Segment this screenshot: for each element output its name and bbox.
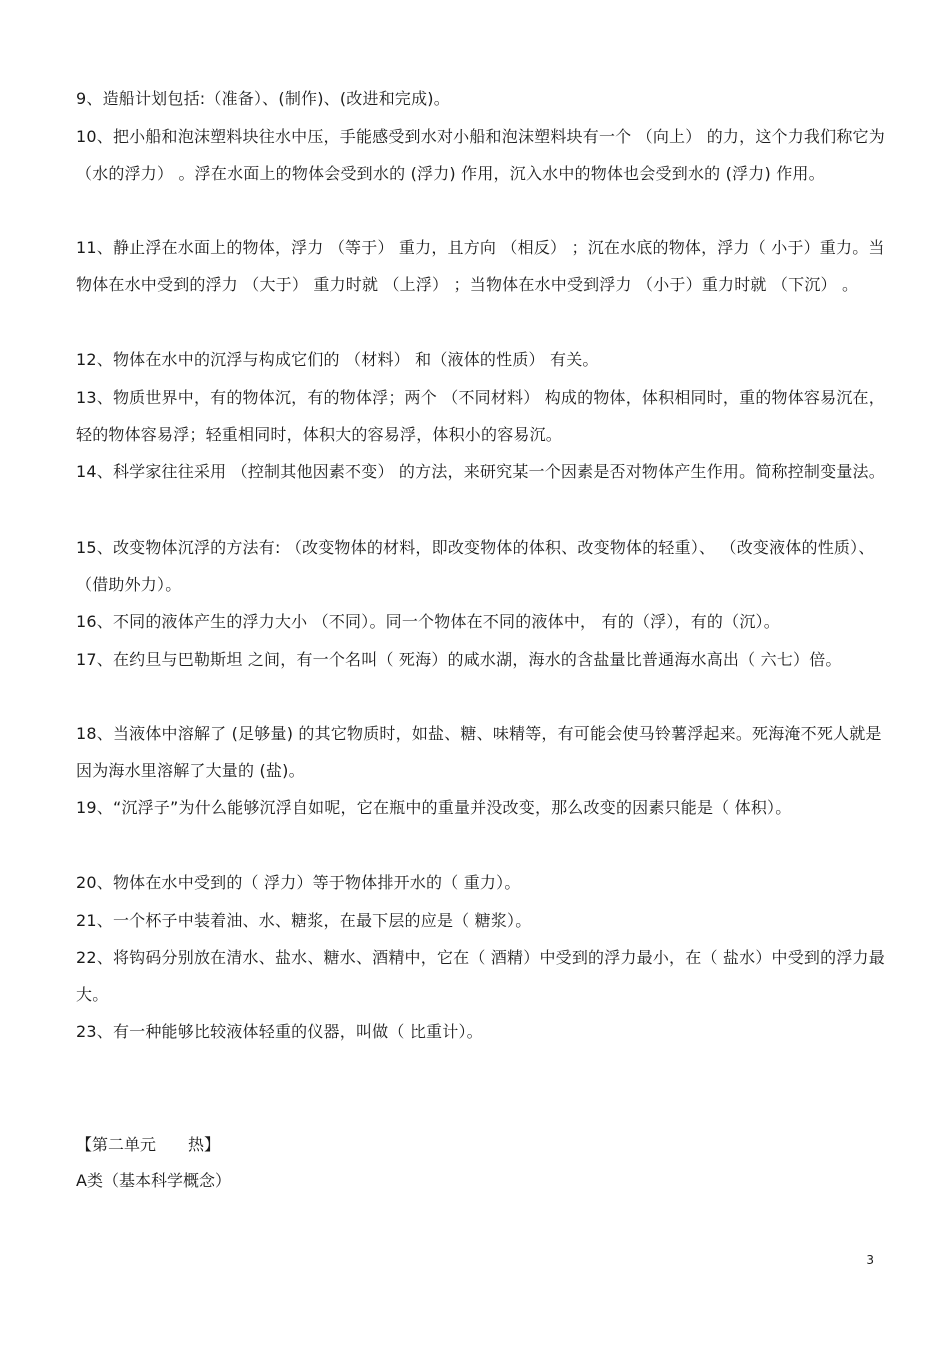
question-19: 19、“沉浮子”为什么能够沉浮自如呢，它在瓶中的重量并没改变，那么改变的因素只能是（ 体积）。	[76, 798, 792, 817]
question-17: 17、在约旦与巴勒斯坦 之间，有一个名叫（ 死海）的咸水湖，海水的含盐量比普通海水高出（ 六七）倍。	[76, 650, 842, 669]
question-14: 14、科学家往往采用 （控制其他因素不变） 的方法，来研究某一个因素是否对物体产生作用。简称控制变量法。	[76, 462, 885, 481]
question-18: 18、当液体中溶解了 (足够量) 的其它物质时，如盐、糖、味精等，有可能会使马铃薯浮起来。死海淹不死人就是因为海水里溶解了大量的 (盐)。	[76, 724, 882, 780]
question-11: 11、静止浮在水面上的物体，浮力 （等于） 重力，且方向 （相反） ；沉在水底的物体，浮力（ 小于）重力。当物体在水中受到的浮力 （大于） 重力时就 （上浮） ；当物体在水中受到浮力 （小于）重力时就 （下沉） 。	[76, 238, 885, 294]
question-15: 15、改变物体沉浮的方法有: （改变物体的材料，即改变物体的体积、改变物体的轻重）、 （改变液体的性质）、（借助外力）。	[76, 538, 875, 594]
question-22: 22、将钩码分别放在清水、盐水、糖水、酒精中，它在（ 酒精）中受到的浮力最小，在（ 盐水）中受到的浮力最大。	[76, 948, 885, 1004]
question-21: 21、一个杯子中装着油、水、糖浆，在最下层的应是（ 糖浆）。	[76, 911, 532, 930]
question-10: 10、把小船和泡沫塑料块往水中压，手能感受到水对小船和泡沫塑料块有一个 （向上） 的力，这个力我们称它为 （水的浮力） 。浮在水面上的物体会受到水的 (浮力) 作用，沉入水中的物体也会受到水的 (浮力) 作用。	[76, 127, 885, 183]
question-20: 20、物体在水中受到的（ 浮力）等于物体排开水的（ 重力）。	[76, 873, 521, 892]
page-number: 3	[866, 1253, 874, 1267]
question-23: 23、有一种能够比较液体轻重的仪器，叫做（ 比重计）。	[76, 1022, 483, 1041]
category-heading: A类（基本科学概念）	[76, 1171, 231, 1190]
question-16: 16、不同的液体产生的浮力大小 （不同）。同一个物体在不同的液体中， 有的（浮），有的（沉）。	[76, 612, 780, 631]
unit-heading: 【第二单元 热】	[76, 1135, 221, 1154]
question-12: 12、物体在水中的沉浮与构成它们的 （材料） 和（液体的性质） 有关。	[76, 350, 599, 369]
question-13: 13、物质世界中，有的物体沉，有的物体浮；两个 （不同材料） 构成的物体，体积相同时，重的物体容易沉在，轻的物体容易浮；轻重相同时，体积大的容易浮，体积小的容易沉。	[76, 388, 885, 444]
question-9: 9、造船计划包括:（准备）、(制作)、(改进和完成)。	[76, 89, 450, 108]
